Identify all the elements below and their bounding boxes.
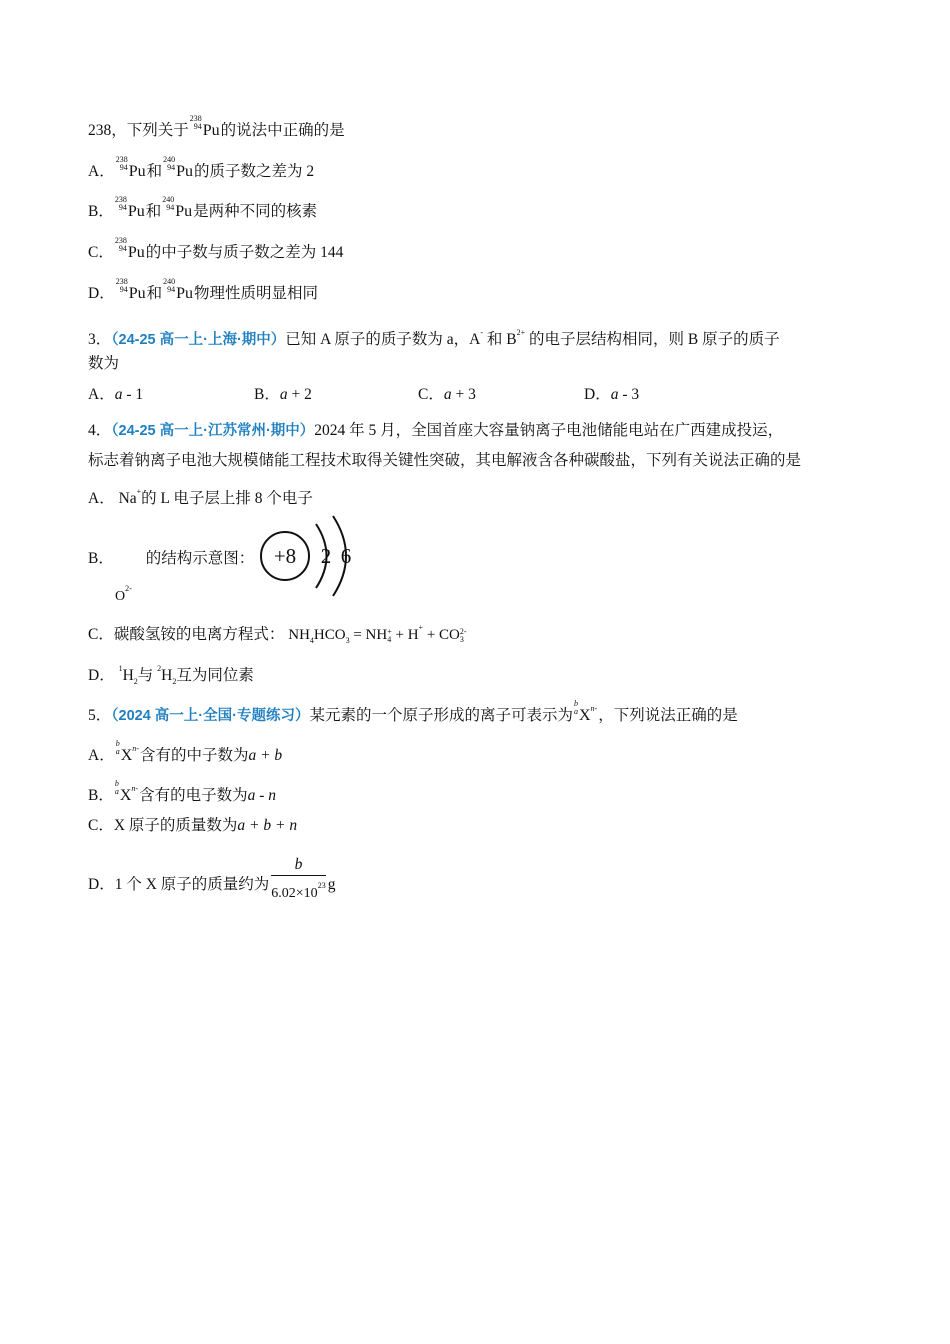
q3-stem-cont: 数为 [88, 355, 120, 372]
ionization-equation: $NH_4HCO_3$ = NH + 4 + H+ + CO 2- 3 [288, 623, 467, 645]
q3-option-a: A．a - 1 [88, 386, 144, 403]
q4-option-b: B． 的结构示意图： [88, 550, 255, 567]
q2-option-b: B． 238 94 Pu和 240 94 Pu是两种不同的核素 [88, 195, 318, 220]
q5-option-b: B． b a $X^{n-}$含有的电子数为a - n [88, 779, 277, 804]
q3-stem: 3．（24-25 高一上·上海·期中）已知 A 原子的质子数为 a，A- 和 $B^{2+}$ 的电子层结构相同，则 B 原子的质子 [88, 328, 780, 348]
q3-options [88, 384, 788, 406]
q3-option-d: D．a - 3 [584, 386, 640, 403]
q2-stem: 238，下列关于 238 94 Pu的说法中正确的是 [88, 120, 345, 142]
q5-source: （2024 高一上·全国·专题练习） [111, 708, 310, 724]
q5-option-a: A． b a $X^{n-}$含有的中子数为a + b [88, 739, 283, 764]
x-ion-notation: b a $X^{n-}$ [573, 699, 598, 724]
q3-option-c: C．a + 3 [418, 386, 476, 403]
pu238-nuclide: 238 94 Pu [189, 114, 220, 139]
q3-source: （24-25 高一上·上海·期中） [111, 332, 286, 348]
q2-option-c: C． 238 94 Pu的中子数与质子数之差为 144 [88, 236, 344, 261]
q5-option-d: D．1 个 X 原子的质量约为 $\frac{b}{6.02\times 10^{23}}$ g [88, 861, 335, 910]
mass-fraction: $\frac{b}{6.02\times 10^{23}}$ [271, 856, 326, 901]
q4-stem: 4．（24-25 高一上·江苏常州·期中）2024 年 5 月，全国首座大容量钠离子电池储能电站在广西建成投运， [88, 422, 784, 439]
nucleus-charge: +8 [273, 544, 297, 568]
q3-option-b: B．a + 2 [254, 386, 312, 403]
q4-stem-cont: 标志着钠离子电池大规模储能工程技术取得关键性突破，其电解液含各种碳酸盐，下列有关说法正确的是 [88, 452, 802, 469]
q4-option-d: D． $^1H_2$与 $^2H_2$互为同位素 [88, 664, 254, 686]
q4-option-c: C．碳酸氢铵的电离方程式： $NH_4HCO_3$ = NH + 4 + H+ + CO 2- 3 [88, 623, 467, 645]
q4-option-a: A． Na+的 L 电子层上排 8 个电子 [88, 487, 313, 507]
oxygen-ion-structure-diagram [255, 510, 365, 602]
q4-source: （24-25 高一上·江苏常州·期中） [111, 423, 315, 439]
q5-option-c: C．X 原子的质量数为a + b + n [88, 817, 298, 834]
q2-option-a: A． 238 94 Pu和 240 94 Pu的质子数之差为 2 [88, 155, 315, 180]
q5-stem: 5．（2024 高一上·全国·专题练习）某元素的一个原子形成的离子可表示为 b a $X^{n-}$，下列说法正确的是 [88, 698, 738, 727]
q4-option-b-ion: $O^{2-}$ [115, 584, 132, 604]
shell-2-electrons: 6 [340, 544, 352, 568]
shell-1-electrons: 2 [320, 544, 332, 568]
q2-option-d: D． 238 94 Pu和 240 94 Pu物理性质明显相同 [88, 277, 319, 302]
